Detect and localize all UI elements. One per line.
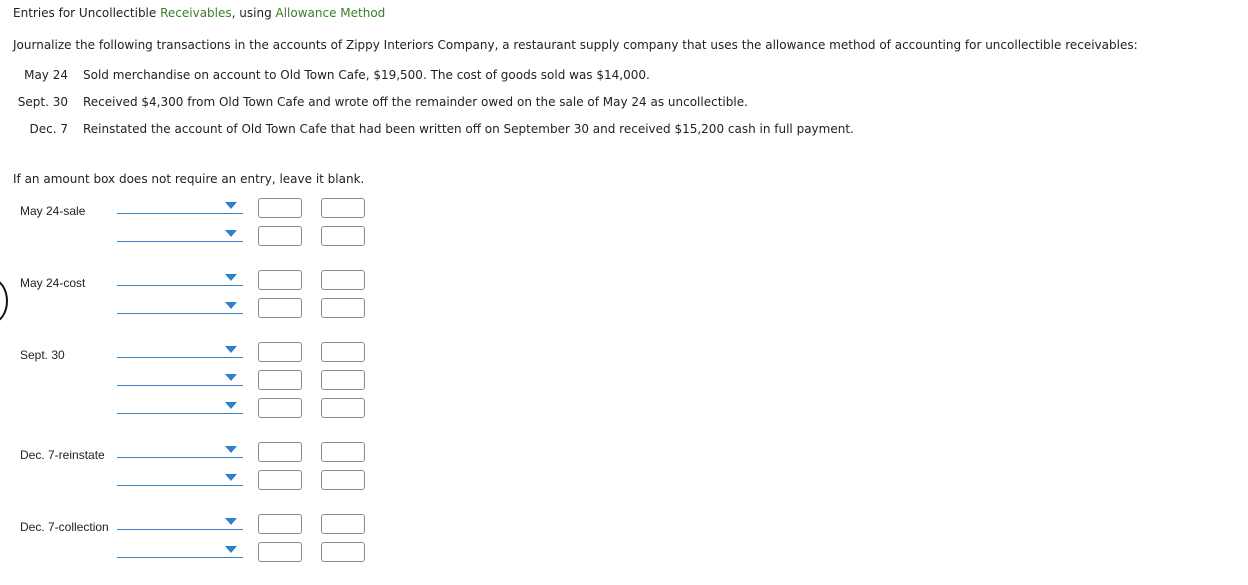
page-title <box>13 5 385 21</box>
account-dropdown[interactable] <box>117 473 243 486</box>
credit-amount-input[interactable] <box>321 298 365 318</box>
credit-amount-input[interactable] <box>321 370 365 390</box>
account-dropdown[interactable] <box>117 545 243 558</box>
instructions: Journalize the following transactions in the accounts of Zippy Interiors Company, a restaurant supply company that uses the allowance method of accounting for uncollectible receivables: <box>13 38 1138 52</box>
credit-amount-input[interactable] <box>321 198 365 218</box>
debit-amount-input[interactable] <box>258 442 302 462</box>
debit-amount-input[interactable] <box>258 470 302 490</box>
debit-amount-input[interactable] <box>258 298 302 318</box>
circle-shape <box>0 279 8 323</box>
credit-amount-input[interactable] <box>321 342 365 362</box>
account-dropdown[interactable] <box>117 373 243 386</box>
account-dropdown[interactable] <box>117 345 243 358</box>
account-dropdown[interactable] <box>117 273 243 286</box>
debit-amount-input[interactable] <box>258 370 302 390</box>
entry-label: Dec. 7-reinstate <box>20 448 105 462</box>
account-dropdown[interactable] <box>117 517 243 530</box>
receivables-link[interactable]: Receivables <box>160 6 232 20</box>
entry-label: Sept. 30 <box>20 348 65 362</box>
debit-amount-input[interactable] <box>258 542 302 562</box>
account-dropdown[interactable] <box>117 201 243 214</box>
chevron-down-icon <box>225 302 237 309</box>
chevron-down-icon <box>225 446 237 453</box>
debit-amount-input[interactable] <box>258 398 302 418</box>
account-dropdown[interactable] <box>117 301 243 314</box>
chevron-down-icon <box>225 402 237 409</box>
credit-amount-input[interactable] <box>321 442 365 462</box>
chevron-down-icon <box>225 346 237 353</box>
entry-label: May 24-cost <box>20 276 86 290</box>
transaction-description: Received $4,300 from Old Town Cafe and wrote off the remainder owed on the sale of May 24 as uncollectible. <box>83 95 748 109</box>
chevron-down-icon <box>225 474 237 481</box>
entry-label: Dec. 7-collection <box>20 520 109 534</box>
transaction-description: Reinstated the account of Old Town Cafe that had been written off on September 30 and received $15,200 cash in full payment. <box>83 122 854 136</box>
debit-amount-input[interactable] <box>258 226 302 246</box>
account-dropdown[interactable] <box>117 445 243 458</box>
transaction-description: Sold merchandise on account to Old Town Cafe, $19,500. The cost of goods sold was $14,000. <box>83 68 650 82</box>
title-separator: , using <box>231 6 276 20</box>
chevron-down-icon <box>225 546 237 553</box>
credit-amount-input[interactable] <box>321 542 365 562</box>
chevron-down-icon <box>225 274 237 281</box>
chevron-down-icon <box>225 518 237 525</box>
credit-amount-input[interactable] <box>321 270 365 290</box>
account-dropdown[interactable] <box>117 229 243 242</box>
entry-label: May 24-sale <box>20 204 86 218</box>
instruction-note: If an amount box does not require an entry, leave it blank. <box>13 172 365 186</box>
chevron-down-icon <box>225 202 237 209</box>
debit-amount-input[interactable] <box>258 270 302 290</box>
credit-amount-input[interactable] <box>321 470 365 490</box>
allowance-method-link[interactable]: Allowance Method <box>275 6 386 20</box>
account-dropdown[interactable] <box>117 401 243 414</box>
title-prefix: Entries for Uncollectible <box>13 6 161 20</box>
chevron-down-icon <box>225 374 237 381</box>
transaction-date: Sept. 30 <box>17 95 68 109</box>
chevron-down-icon <box>225 230 237 237</box>
debit-amount-input[interactable] <box>258 198 302 218</box>
transaction-date: May 24 <box>24 68 68 82</box>
credit-amount-input[interactable] <box>321 514 365 534</box>
credit-amount-input[interactable] <box>321 398 365 418</box>
transaction-date: Dec. 7 <box>29 122 68 136</box>
credit-amount-input[interactable] <box>321 226 365 246</box>
debit-amount-input[interactable] <box>258 514 302 534</box>
debit-amount-input[interactable] <box>258 342 302 362</box>
